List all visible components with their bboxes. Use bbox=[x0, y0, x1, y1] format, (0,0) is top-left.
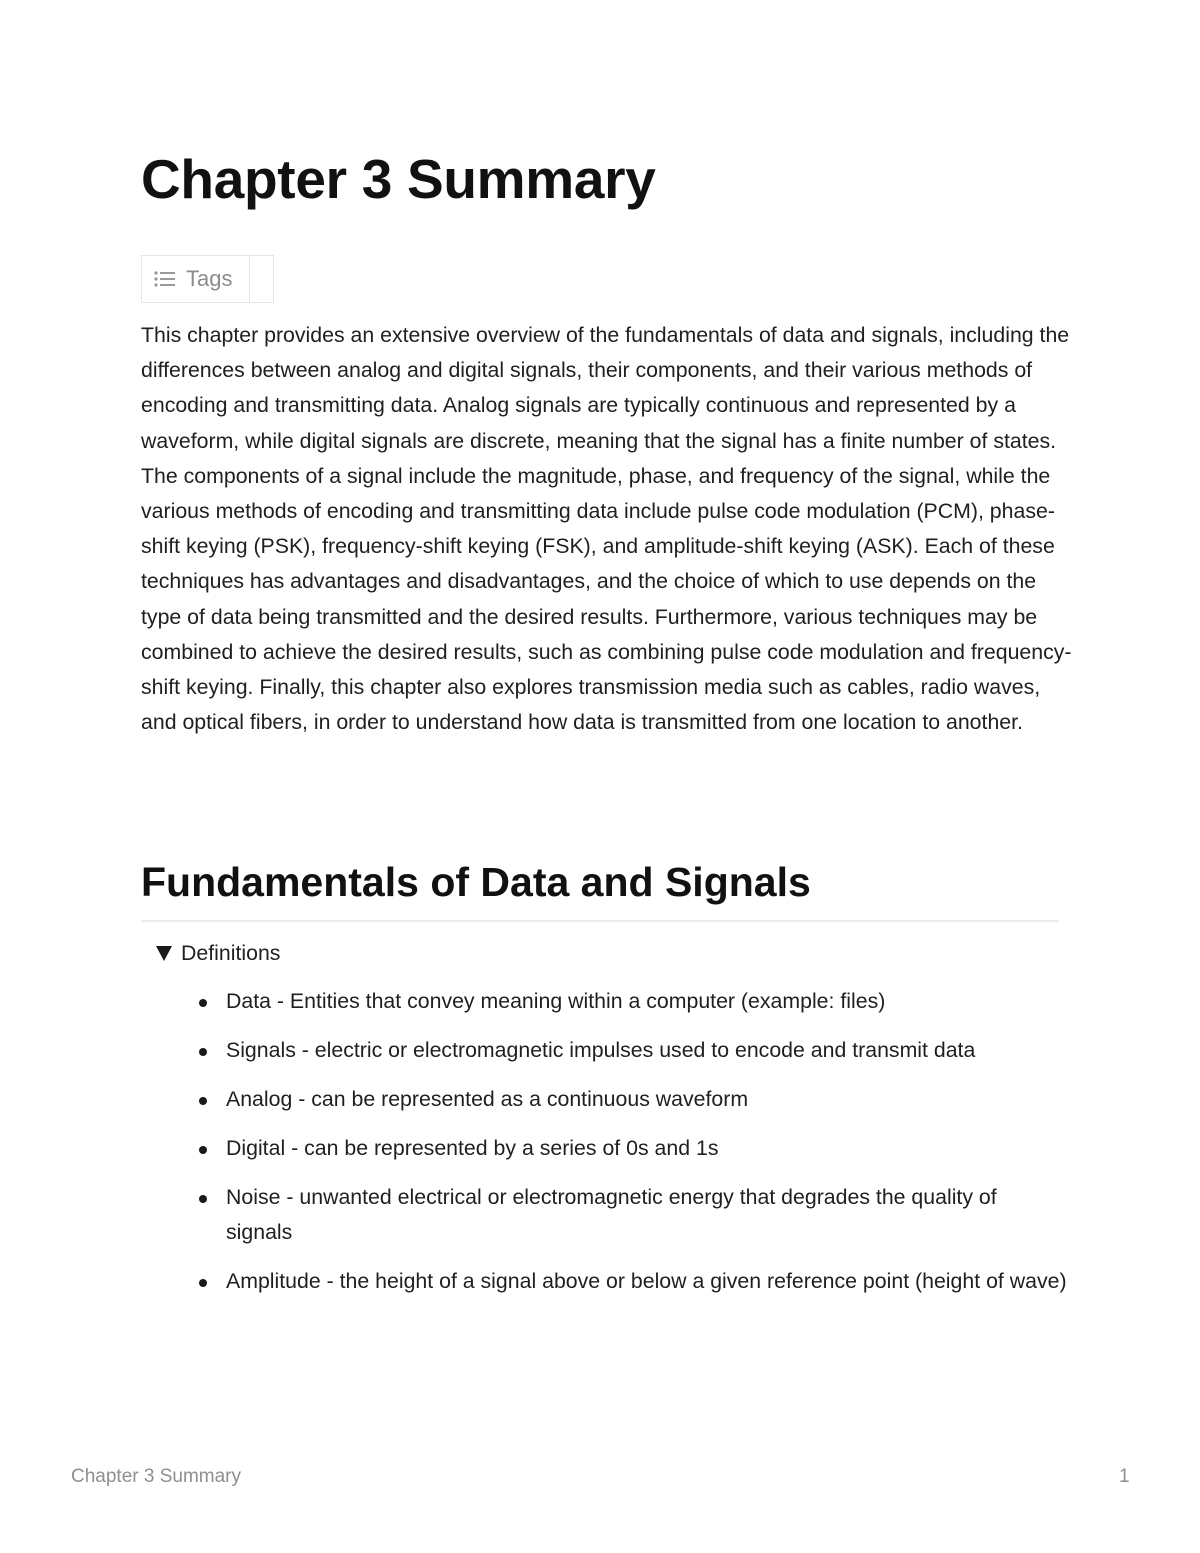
page-title: Chapter 3 Summary bbox=[141, 148, 656, 210]
list-item-text: Data - Entities that convey meaning within a computer (example: files) bbox=[226, 989, 886, 1013]
list-item-text: Analog - can be represented as a continuous waveform bbox=[226, 1086, 749, 1111]
bullet-icon bbox=[199, 1279, 207, 1287]
tags-value[interactable] bbox=[250, 256, 273, 302]
list-item bbox=[197, 1082, 1067, 1118]
bullet-icon bbox=[199, 1048, 207, 1056]
page-number: 1 bbox=[1119, 1466, 1130, 1487]
list-item bbox=[197, 1264, 1067, 1300]
section-heading: Fundamentals of Data and Signals bbox=[141, 859, 811, 905]
section-divider bbox=[141, 920, 1059, 922]
list-item bbox=[197, 1180, 1067, 1251]
bullet-icon bbox=[199, 1146, 207, 1154]
list-item bbox=[197, 1131, 1067, 1167]
tags-label: Tags bbox=[186, 266, 233, 291]
definitions-toggle[interactable] bbox=[156, 937, 280, 969]
intro-paragraph: This chapter provides an extensive overview of the fundamentals of data and signals, including the differences between analog and digital signals, their components, and their various methods of encoding and transmitting data. Analog signals are typically continuous and represented by a waveform, while digital signals are discrete, meaning that the signal has a finite number of states. The components of a signal include the magnitude, phase, and frequency of the signal, while the various methods of encoding and transmitting data include pulse code modulation (PCM), phase-shift keying (PSK), frequency-shift keying (FSK), and amplitude-shift keying (ASK). Each of these techniques has advantages and disadvantages, and the choice of which to use depends on the type of data being transmitted and the desired results. Furthermore, various techniques may be combined to achieve the desired results, such as combining pulse code modulation and frequency-shift keying. Finally, this chapter also explores transmission media such as cables, radio waves, and optical fibers, in order to understand how data is transmitted from one location to another. bbox=[141, 323, 1072, 735]
tags-property[interactable] bbox=[142, 256, 250, 302]
list-icon bbox=[154, 270, 176, 288]
list-item bbox=[197, 1033, 1067, 1069]
toggle-label: Definitions bbox=[181, 941, 281, 965]
list-item bbox=[197, 984, 1067, 1020]
definitions-list bbox=[197, 984, 1067, 1313]
toggle-triangle-icon[interactable] bbox=[156, 946, 172, 961]
bullet-icon bbox=[199, 999, 207, 1007]
list-item-text: Digital - can be represented by a series of 0s and 1s bbox=[226, 1135, 719, 1160]
bullet-icon bbox=[199, 1097, 207, 1105]
list-item-text: Signals - electric or electromagnetic impulses used to encode and transmit data bbox=[226, 1037, 976, 1062]
list-item-text: Noise - unwanted electrical or electromagnetic energy that degrades the quality of signals bbox=[226, 1184, 997, 1245]
bullet-icon bbox=[199, 1195, 207, 1203]
footer-title: Chapter 3 Summary bbox=[71, 1466, 242, 1487]
properties-table bbox=[141, 255, 274, 303]
list-item-text: Amplitude - the height of a signal above or below a given reference point (height of wave) bbox=[226, 1268, 1067, 1293]
